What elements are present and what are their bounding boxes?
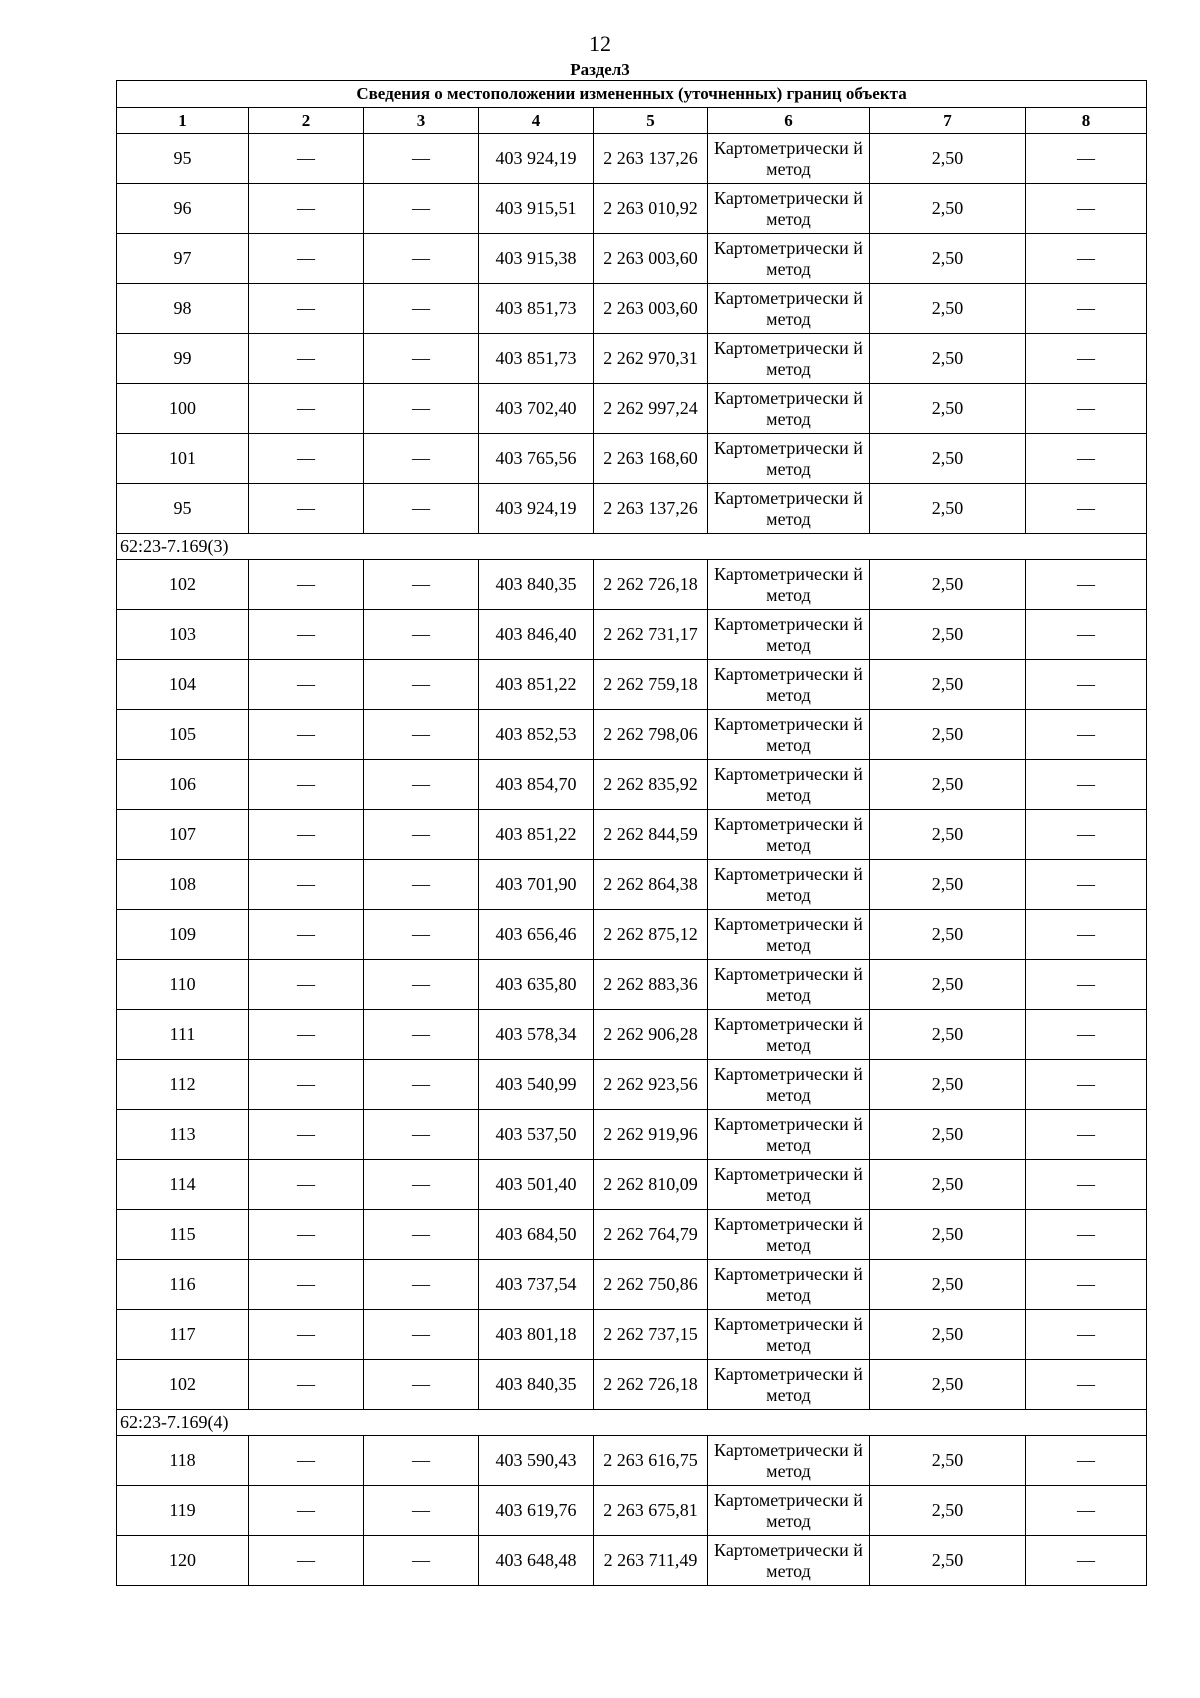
method-cell: Картометрически й метод (708, 1436, 870, 1486)
column-header-5: 5 (594, 108, 708, 134)
table-row (117, 284, 1147, 334)
point-number-cell: 108 (117, 860, 249, 910)
column-2-cell: — (249, 1486, 364, 1536)
column-2-cell: — (249, 1010, 364, 1060)
point-number-cell: 114 (117, 1160, 249, 1210)
column-8-cell: — (1026, 1436, 1147, 1486)
column-8-cell: — (1026, 1060, 1147, 1110)
column-3-cell: — (364, 1436, 479, 1486)
x-coordinate-cell: 403 684,50 (479, 1210, 594, 1260)
column-8-cell: — (1026, 434, 1147, 484)
x-coordinate-cell: 403 854,70 (479, 760, 594, 810)
accuracy-cell: 2,50 (870, 810, 1026, 860)
method-cell: Картометрически й метод (708, 134, 870, 184)
column-3-cell: — (364, 560, 479, 610)
y-coordinate-cell: 2 263 616,75 (594, 1436, 708, 1486)
y-coordinate-cell: 2 262 750,86 (594, 1260, 708, 1310)
column-3-cell: — (364, 760, 479, 810)
y-coordinate-cell: 2 262 731,17 (594, 610, 708, 660)
point-number-cell: 104 (117, 660, 249, 710)
column-2-cell: — (249, 1110, 364, 1160)
y-coordinate-cell: 2 263 675,81 (594, 1486, 708, 1536)
accuracy-cell: 2,50 (870, 910, 1026, 960)
method-cell: Картометрически й метод (708, 660, 870, 710)
method-cell: Картометрически й метод (708, 284, 870, 334)
accuracy-cell: 2,50 (870, 1536, 1026, 1586)
x-coordinate-cell: 403 924,19 (479, 484, 594, 534)
column-8-cell: — (1026, 660, 1147, 710)
point-number-cell: 105 (117, 710, 249, 760)
column-3-cell: — (364, 860, 479, 910)
accuracy-cell: 2,50 (870, 1060, 1026, 1110)
accuracy-cell: 2,50 (870, 434, 1026, 484)
table-row (117, 1010, 1147, 1060)
accuracy-cell: 2,50 (870, 1260, 1026, 1310)
accuracy-cell: 2,50 (870, 284, 1026, 334)
x-coordinate-cell: 403 619,76 (479, 1486, 594, 1536)
table-row (117, 134, 1147, 184)
column-3-cell: — (364, 1360, 479, 1410)
accuracy-cell: 2,50 (870, 484, 1026, 534)
method-cell: Картометрически й метод (708, 1360, 870, 1410)
point-number-cell: 110 (117, 960, 249, 1010)
table-row (117, 1310, 1147, 1360)
y-coordinate-cell: 2 262 970,31 (594, 334, 708, 384)
accuracy-cell: 2,50 (870, 1486, 1026, 1536)
y-coordinate-cell: 2 263 711,49 (594, 1536, 708, 1586)
point-number-cell: 96 (117, 184, 249, 234)
column-header-8: 8 (1026, 108, 1147, 134)
point-number-cell: 106 (117, 760, 249, 810)
x-coordinate-cell: 403 540,99 (479, 1060, 594, 1110)
y-coordinate-cell: 2 262 875,12 (594, 910, 708, 960)
y-coordinate-cell: 2 262 759,18 (594, 660, 708, 710)
column-2-cell: — (249, 610, 364, 660)
point-number-cell: 118 (117, 1436, 249, 1486)
x-coordinate-cell: 403 656,46 (479, 910, 594, 960)
column-2-cell: — (249, 810, 364, 860)
method-cell: Картометрически й метод (708, 560, 870, 610)
column-3-cell: — (364, 910, 479, 960)
section-label: Раздел3 (570, 60, 630, 79)
accuracy-cell: 2,50 (870, 334, 1026, 384)
y-coordinate-cell: 2 262 726,18 (594, 560, 708, 610)
column-3-cell: — (364, 710, 479, 760)
x-coordinate-cell: 403 578,34 (479, 1010, 594, 1060)
table-row (117, 1486, 1147, 1536)
accuracy-cell: 2,50 (870, 1210, 1026, 1260)
y-coordinate-cell: 2 263 010,92 (594, 184, 708, 234)
column-8-cell: — (1026, 760, 1147, 810)
column-8-cell: — (1026, 1160, 1147, 1210)
column-2-cell: — (249, 384, 364, 434)
column-3-cell: — (364, 484, 479, 534)
column-8-cell: — (1026, 910, 1147, 960)
method-cell: Картометрически й метод (708, 1110, 870, 1160)
column-8-cell: — (1026, 560, 1147, 610)
column-3-cell: — (364, 1536, 479, 1586)
method-cell: Картометрически й метод (708, 1060, 870, 1110)
column-2-cell: — (249, 1060, 364, 1110)
column-3-cell: — (364, 1160, 479, 1210)
column-8-cell: — (1026, 1536, 1147, 1586)
method-cell: Картометрически й метод (708, 1486, 870, 1536)
column-2-cell: — (249, 134, 364, 184)
method-cell: Картометрически й метод (708, 334, 870, 384)
method-cell: Картометрически й метод (708, 810, 870, 860)
table-row (117, 484, 1147, 534)
column-8-cell: — (1026, 810, 1147, 860)
table-row (117, 184, 1147, 234)
column-8-cell: — (1026, 1360, 1147, 1410)
method-cell: Картометрически й метод (708, 610, 870, 660)
table-row (117, 334, 1147, 384)
column-2-cell: — (249, 710, 364, 760)
table-row (117, 1260, 1147, 1310)
point-number-cell: 101 (117, 434, 249, 484)
column-3-cell: — (364, 384, 479, 434)
table-row (117, 1210, 1147, 1260)
y-coordinate-cell: 2 263 137,26 (594, 134, 708, 184)
x-coordinate-cell: 403 648,48 (479, 1536, 594, 1586)
column-3-cell: — (364, 1060, 479, 1110)
column-8-cell: — (1026, 1486, 1147, 1536)
y-coordinate-cell: 2 262 919,96 (594, 1110, 708, 1160)
column-header-3: 3 (364, 108, 479, 134)
column-8-cell: — (1026, 860, 1147, 910)
column-2-cell: — (249, 660, 364, 710)
y-coordinate-cell: 2 263 137,26 (594, 484, 708, 534)
method-cell: Картометрически й метод (708, 960, 870, 1010)
x-coordinate-cell: 403 851,73 (479, 334, 594, 384)
method-cell: Картометрически й метод (708, 860, 870, 910)
method-cell: Картометрически й метод (708, 1010, 870, 1060)
y-coordinate-cell: 2 262 844,59 (594, 810, 708, 860)
table-row (117, 660, 1147, 710)
x-coordinate-cell: 403 851,22 (479, 810, 594, 860)
table-row (117, 434, 1147, 484)
method-cell: Картометрически й метод (708, 710, 870, 760)
column-header-1: 1 (117, 108, 249, 134)
column-3-cell: — (364, 610, 479, 660)
point-number-cell: 112 (117, 1060, 249, 1110)
column-8-cell: — (1026, 184, 1147, 234)
accuracy-cell: 2,50 (870, 134, 1026, 184)
accuracy-cell: 2,50 (870, 1010, 1026, 1060)
x-coordinate-cell: 403 915,38 (479, 234, 594, 284)
column-3-cell: — (364, 810, 479, 860)
x-coordinate-cell: 403 852,53 (479, 710, 594, 760)
point-number-cell: 111 (117, 1010, 249, 1060)
point-number-cell: 98 (117, 284, 249, 334)
column-2-cell: — (249, 960, 364, 1010)
y-coordinate-cell: 2 262 737,15 (594, 1310, 708, 1360)
column-8-cell: — (1026, 1210, 1147, 1260)
group-header-row (117, 534, 1147, 560)
table-row (117, 610, 1147, 660)
point-number-cell: 102 (117, 1360, 249, 1410)
method-cell: Картометрически й метод (708, 484, 870, 534)
method-cell: Картометрически й метод (708, 234, 870, 284)
y-coordinate-cell: 2 262 835,92 (594, 760, 708, 810)
accuracy-cell: 2,50 (870, 660, 1026, 710)
accuracy-cell: 2,50 (870, 1436, 1026, 1486)
column-8-cell: — (1026, 1310, 1147, 1360)
column-2-cell: — (249, 484, 364, 534)
column-header-4: 4 (479, 108, 594, 134)
column-2-cell: — (249, 1436, 364, 1486)
y-coordinate-cell: 2 263 168,60 (594, 434, 708, 484)
point-number-cell: 116 (117, 1260, 249, 1310)
accuracy-cell: 2,50 (870, 560, 1026, 610)
point-number-cell: 115 (117, 1210, 249, 1260)
column-2-cell: — (249, 184, 364, 234)
x-coordinate-cell: 403 801,18 (479, 1310, 594, 1360)
group-label: 62:23-7.169(4) (117, 1410, 1147, 1436)
x-coordinate-cell: 403 840,35 (479, 560, 594, 610)
column-8-cell: — (1026, 1110, 1147, 1160)
column-8-cell: — (1026, 234, 1147, 284)
accuracy-cell: 2,50 (870, 1310, 1026, 1360)
column-8-cell: — (1026, 1260, 1147, 1310)
column-3-cell: — (364, 660, 479, 710)
column-3-cell: — (364, 284, 479, 334)
column-header-row (117, 108, 1147, 134)
point-number-cell: 97 (117, 234, 249, 284)
point-number-cell: 109 (117, 910, 249, 960)
x-coordinate-cell: 403 765,56 (479, 434, 594, 484)
table-row (117, 1060, 1147, 1110)
table-row (117, 1436, 1147, 1486)
column-2-cell: — (249, 1310, 364, 1360)
column-2-cell: — (249, 1360, 364, 1410)
column-3-cell: — (364, 184, 479, 234)
column-2-cell: — (249, 1210, 364, 1260)
x-coordinate-cell: 403 737,54 (479, 1260, 594, 1310)
column-8-cell: — (1026, 134, 1147, 184)
y-coordinate-cell: 2 263 003,60 (594, 234, 708, 284)
column-3-cell: — (364, 1210, 479, 1260)
x-coordinate-cell: 403 501,40 (479, 1160, 594, 1210)
table-body (117, 134, 1147, 1586)
table-row (117, 1360, 1147, 1410)
y-coordinate-cell: 2 262 810,09 (594, 1160, 708, 1210)
column-3-cell: — (364, 434, 479, 484)
table-row (117, 710, 1147, 760)
x-coordinate-cell: 403 701,90 (479, 860, 594, 910)
accuracy-cell: 2,50 (870, 960, 1026, 1010)
accuracy-cell: 2,50 (870, 860, 1026, 910)
point-number-cell: 100 (117, 384, 249, 434)
point-number-cell: 119 (117, 1486, 249, 1536)
column-2-cell: — (249, 1160, 364, 1210)
column-2-cell: — (249, 334, 364, 384)
method-cell: Картометрически й метод (708, 1160, 870, 1210)
column-2-cell: — (249, 560, 364, 610)
column-header-2: 2 (249, 108, 364, 134)
table-row (117, 810, 1147, 860)
column-2-cell: — (249, 1536, 364, 1586)
table-row (117, 860, 1147, 910)
point-number-cell: 99 (117, 334, 249, 384)
x-coordinate-cell: 403 851,22 (479, 660, 594, 710)
column-2-cell: — (249, 284, 364, 334)
method-cell: Картометрически й метод (708, 1210, 870, 1260)
accuracy-cell: 2,50 (870, 1110, 1026, 1160)
table-row (117, 1536, 1147, 1586)
page-number: 12 (589, 31, 611, 56)
column-8-cell: — (1026, 384, 1147, 434)
column-8-cell: — (1026, 334, 1147, 384)
x-coordinate-cell: 403 537,50 (479, 1110, 594, 1160)
column-3-cell: — (364, 234, 479, 284)
column-2-cell: — (249, 910, 364, 960)
column-3-cell: — (364, 1310, 479, 1360)
accuracy-cell: 2,50 (870, 1160, 1026, 1210)
accuracy-cell: 2,50 (870, 710, 1026, 760)
point-number-cell: 113 (117, 1110, 249, 1160)
accuracy-cell: 2,50 (870, 760, 1026, 810)
y-coordinate-cell: 2 262 726,18 (594, 1360, 708, 1410)
table-row (117, 1110, 1147, 1160)
group-header-row (117, 1410, 1147, 1436)
accuracy-cell: 2,50 (870, 610, 1026, 660)
x-coordinate-cell: 403 840,35 (479, 1360, 594, 1410)
table-caption: Сведения о местоположении измененных (уточненных) границ объекта (117, 81, 1147, 108)
coordinates-table (116, 80, 1147, 1586)
point-number-cell: 107 (117, 810, 249, 860)
column-8-cell: — (1026, 960, 1147, 1010)
column-2-cell: — (249, 234, 364, 284)
column-2-cell: — (249, 760, 364, 810)
column-3-cell: — (364, 1010, 479, 1060)
column-8-cell: — (1026, 610, 1147, 660)
y-coordinate-cell: 2 262 764,79 (594, 1210, 708, 1260)
method-cell: Картометрически й метод (708, 1536, 870, 1586)
column-3-cell: — (364, 1110, 479, 1160)
column-2-cell: — (249, 1260, 364, 1310)
y-coordinate-cell: 2 262 798,06 (594, 710, 708, 760)
x-coordinate-cell: 403 851,73 (479, 284, 594, 334)
table-row (117, 960, 1147, 1010)
method-cell: Картометрически й метод (708, 1310, 870, 1360)
column-3-cell: — (364, 960, 479, 1010)
column-8-cell: — (1026, 1010, 1147, 1060)
y-coordinate-cell: 2 262 923,56 (594, 1060, 708, 1110)
accuracy-cell: 2,50 (870, 384, 1026, 434)
accuracy-cell: 2,50 (870, 234, 1026, 284)
point-number-cell: 103 (117, 610, 249, 660)
accuracy-cell: 2,50 (870, 184, 1026, 234)
x-coordinate-cell: 403 915,51 (479, 184, 594, 234)
point-number-cell: 117 (117, 1310, 249, 1360)
x-coordinate-cell: 403 590,43 (479, 1436, 594, 1486)
accuracy-cell: 2,50 (870, 1360, 1026, 1410)
x-coordinate-cell: 403 702,40 (479, 384, 594, 434)
column-8-cell: — (1026, 284, 1147, 334)
method-cell: Картометрически й метод (708, 384, 870, 434)
column-header-7: 7 (870, 108, 1026, 134)
method-cell: Картометрически й метод (708, 434, 870, 484)
point-number-cell: 95 (117, 134, 249, 184)
column-2-cell: — (249, 434, 364, 484)
column-3-cell: — (364, 1486, 479, 1536)
table-row (117, 910, 1147, 960)
table-row (117, 1160, 1147, 1210)
column-2-cell: — (249, 860, 364, 910)
table-row (117, 234, 1147, 284)
table-row (117, 560, 1147, 610)
y-coordinate-cell: 2 262 906,28 (594, 1010, 708, 1060)
group-label: 62:23-7.169(3) (117, 534, 1147, 560)
point-number-cell: 95 (117, 484, 249, 534)
method-cell: Картометрически й метод (708, 910, 870, 960)
point-number-cell: 120 (117, 1536, 249, 1586)
method-cell: Картометрически й метод (708, 760, 870, 810)
method-cell: Картометрически й метод (708, 1260, 870, 1310)
x-coordinate-cell: 403 924,19 (479, 134, 594, 184)
column-3-cell: — (364, 134, 479, 184)
y-coordinate-cell: 2 262 864,38 (594, 860, 708, 910)
column-8-cell: — (1026, 710, 1147, 760)
x-coordinate-cell: 403 846,40 (479, 610, 594, 660)
column-header-6: 6 (708, 108, 870, 134)
method-cell: Картометрически й метод (708, 184, 870, 234)
column-8-cell: — (1026, 484, 1147, 534)
table-row (117, 760, 1147, 810)
y-coordinate-cell: 2 262 883,36 (594, 960, 708, 1010)
x-coordinate-cell: 403 635,80 (479, 960, 594, 1010)
column-3-cell: — (364, 334, 479, 384)
point-number-cell: 102 (117, 560, 249, 610)
y-coordinate-cell: 2 262 997,24 (594, 384, 708, 434)
table-row (117, 384, 1147, 434)
column-3-cell: — (364, 1260, 479, 1310)
y-coordinate-cell: 2 263 003,60 (594, 284, 708, 334)
